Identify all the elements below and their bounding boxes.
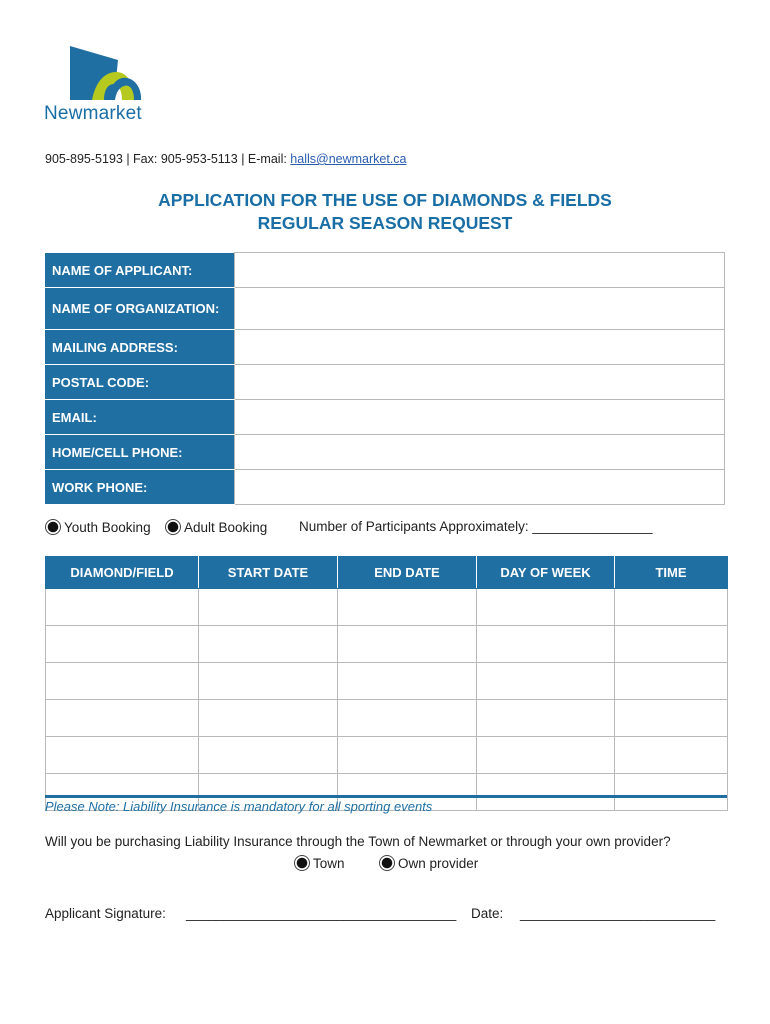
youth-booking-label: Youth Booking xyxy=(64,520,151,535)
day-of-week-cell[interactable] xyxy=(477,663,615,700)
end-date-cell[interactable] xyxy=(338,663,477,700)
schedule-row xyxy=(46,663,728,700)
own-provider-option[interactable] xyxy=(379,855,478,871)
end-date-cell[interactable] xyxy=(338,737,477,774)
schedule-row xyxy=(46,737,728,774)
schedule-bottom-rule xyxy=(45,795,727,798)
schedule-row xyxy=(46,700,728,737)
insurance-note: Please Note: Liability Insurance is mandatory for all sporting events xyxy=(45,799,433,814)
logo-wordmark: Newmarket xyxy=(44,103,142,124)
adult-booking-radio-icon[interactable] xyxy=(165,519,181,535)
work-phone-field[interactable] xyxy=(235,470,725,505)
name-of-applicant-field[interactable] xyxy=(235,253,725,288)
participants-count-field[interactable]: Number of Participants Approximately: ________________ xyxy=(299,519,653,534)
mailing-address-field[interactable] xyxy=(235,330,725,365)
adult-booking-option[interactable] xyxy=(165,519,267,535)
time-cell[interactable] xyxy=(615,626,728,663)
label-name-of-applicant: NAME OF APPLICANT: xyxy=(46,253,235,288)
header-end-date: END DATE xyxy=(338,557,477,589)
end-date-cell[interactable] xyxy=(338,700,477,737)
town-label: Town xyxy=(313,856,345,871)
signature-label: Applicant Signature: xyxy=(45,906,166,921)
schedule-table xyxy=(45,556,728,811)
label-email: EMAIL: xyxy=(46,400,235,435)
form-title: APPLICATION FOR THE USE OF DIAMONDS & FIELDS xyxy=(158,190,612,210)
insurance-question: Will you be purchasing Liability Insurance through the Town of Newmarket or through your own provider? xyxy=(45,834,671,849)
end-date-cell[interactable] xyxy=(338,626,477,663)
header-day-of-week: DAY OF WEEK xyxy=(477,557,615,589)
form-subtitle: REGULAR SEASON REQUEST xyxy=(257,213,513,233)
day-of-week-cell[interactable] xyxy=(477,589,615,626)
end-date-cell[interactable] xyxy=(338,589,477,626)
diamond-field-cell[interactable] xyxy=(46,700,199,737)
date-label: Date: xyxy=(471,906,504,921)
time-cell[interactable] xyxy=(615,774,728,811)
own-provider-label: Own provider xyxy=(398,856,479,871)
diamond-field-cell[interactable] xyxy=(46,737,199,774)
time-cell[interactable] xyxy=(615,700,728,737)
postal-code-field[interactable] xyxy=(235,365,725,400)
youth-booking-radio-icon[interactable] xyxy=(45,519,61,535)
time-cell[interactable] xyxy=(615,737,728,774)
time-cell[interactable] xyxy=(615,589,728,626)
start-date-cell[interactable] xyxy=(199,663,338,700)
date-line[interactable]: __________________________ xyxy=(520,906,716,921)
town-radio-icon[interactable] xyxy=(294,855,310,871)
day-of-week-cell[interactable] xyxy=(477,700,615,737)
start-date-cell[interactable] xyxy=(199,737,338,774)
day-of-week-cell[interactable] xyxy=(477,737,615,774)
label-work-phone: WORK PHONE: xyxy=(46,470,235,505)
diamond-field-cell[interactable] xyxy=(46,589,199,626)
name-of-organization-field[interactable] xyxy=(235,288,725,330)
town-option[interactable] xyxy=(294,855,345,871)
label-postal-code: POSTAL CODE: xyxy=(46,365,235,400)
signature-line[interactable]: ____________________________________ xyxy=(186,906,457,921)
applicant-info-table xyxy=(45,252,725,505)
start-date-cell[interactable] xyxy=(199,700,338,737)
time-cell[interactable] xyxy=(615,663,728,700)
header-time: TIME xyxy=(615,557,728,589)
day-of-week-cell[interactable] xyxy=(477,626,615,663)
label-home-cell-phone: HOME/CELL PHONE: xyxy=(46,435,235,470)
email-link[interactable]: halls@newmarket.ca xyxy=(290,152,407,166)
diamond-field-cell[interactable] xyxy=(46,626,199,663)
contact-phone-fax: 905-895-5193 | Fax: 905-953-5113 | E-mail: xyxy=(45,152,291,166)
schedule-row xyxy=(46,626,728,663)
adult-booking-label: Adult Booking xyxy=(184,520,268,535)
home-cell-phone-field[interactable] xyxy=(235,435,725,470)
start-date-cell[interactable] xyxy=(199,626,338,663)
label-name-of-organization: NAME OF ORGANIZATION: xyxy=(46,288,235,330)
start-date-cell[interactable] xyxy=(199,589,338,626)
own-provider-radio-icon[interactable] xyxy=(379,855,395,871)
diamond-field-cell[interactable] xyxy=(46,663,199,700)
header-start-date: START DATE xyxy=(199,557,338,589)
day-of-week-cell[interactable] xyxy=(477,774,615,811)
schedule-row xyxy=(46,589,728,626)
header-diamond-field: DIAMOND/FIELD xyxy=(46,557,199,589)
label-mailing-address: MAILING ADDRESS: xyxy=(46,330,235,365)
contact-line xyxy=(45,152,407,166)
youth-booking-option[interactable] xyxy=(45,519,151,535)
email-field[interactable] xyxy=(235,400,725,435)
